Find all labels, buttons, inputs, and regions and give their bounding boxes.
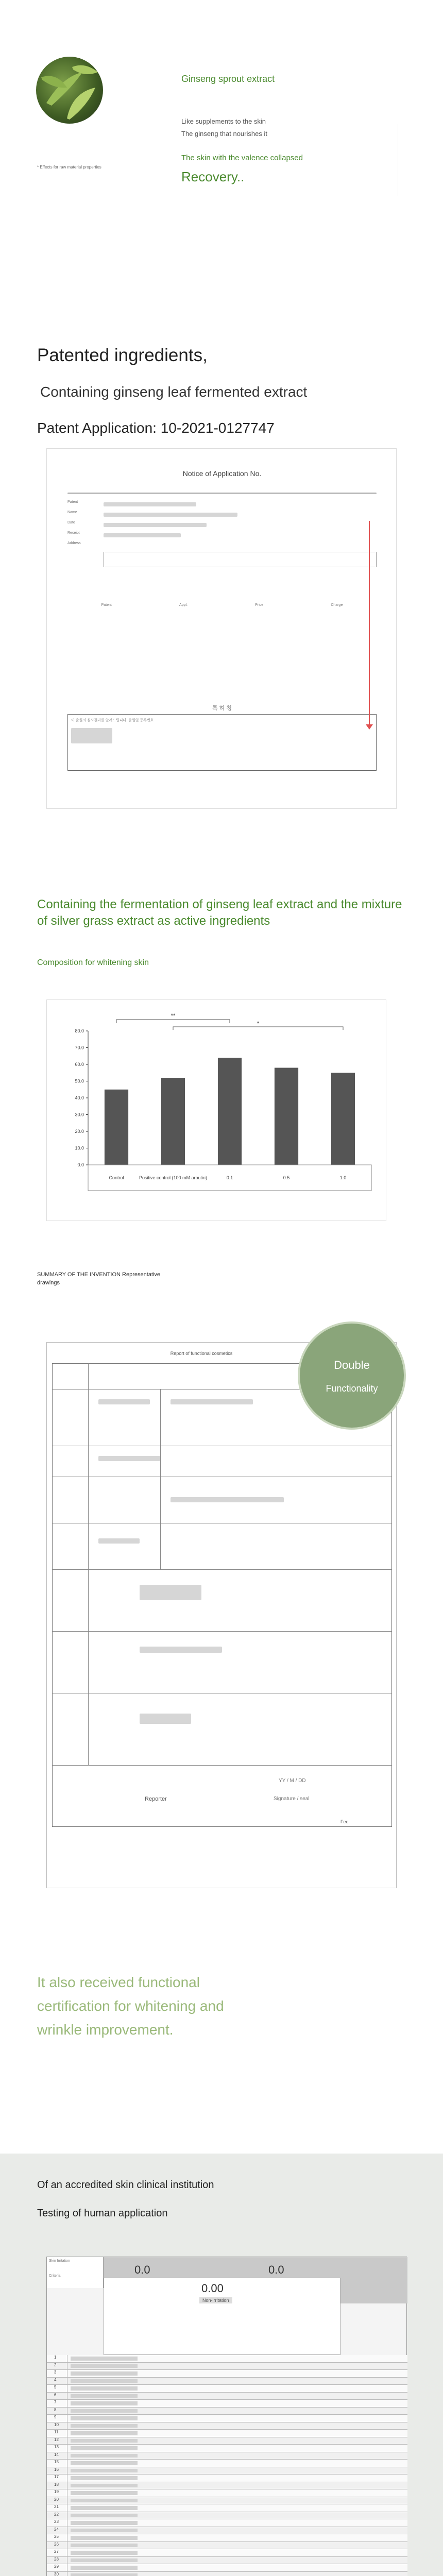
- row-number: 6: [47, 2393, 67, 2400]
- row-redacted: [71, 2371, 138, 2376]
- row-number: 28: [47, 2557, 67, 2564]
- table-row: [47, 2460, 407, 2467]
- chart-x-label: 0.5: [283, 1175, 290, 1180]
- table-row: [47, 2363, 407, 2370]
- patent-application: Patent Application: 10-2021-0127747: [37, 420, 275, 436]
- chart-x-label: Control: [109, 1175, 124, 1180]
- table-row: [47, 2415, 407, 2422]
- table-row: [47, 2385, 407, 2393]
- chart-significance-label: **: [171, 1013, 176, 1019]
- row-number: 18: [47, 2482, 67, 2489]
- badge-line1: Double: [334, 1359, 370, 1371]
- clinical-section: [0, 2154, 443, 2576]
- row-number: 19: [47, 2489, 67, 2497]
- table-row: [47, 2519, 407, 2527]
- row-redacted: [71, 2379, 138, 2383]
- cert-redacted: [171, 1399, 253, 1404]
- row-redacted: [71, 2506, 138, 2510]
- patent-col-1: Appl.: [179, 603, 188, 607]
- chart-x-label: Positive control (100 mM arbutin): [139, 1175, 208, 1180]
- patent-heading: Patented ingredients,: [37, 345, 208, 365]
- patent-notice-redact: [71, 728, 112, 743]
- chart-bar: [218, 1058, 242, 1165]
- clinical-val-b: 0.0: [268, 2263, 284, 2276]
- patent-field-0: Patent: [67, 500, 78, 504]
- table-row: [47, 2445, 407, 2452]
- cert-redacted: [171, 1497, 284, 1502]
- chart-y-tick-label: 40.0: [75, 1095, 84, 1100]
- patent-redacted-4: [104, 533, 181, 537]
- patent-field-1: Name: [67, 511, 77, 514]
- row-redacted: [71, 2416, 138, 2420]
- row-redacted: [71, 2424, 138, 2428]
- chart-y-tick-label: 10.0: [75, 1145, 84, 1151]
- certificate-grid: [52, 1363, 392, 1827]
- patent-doc-seal: 특 허 청: [212, 705, 232, 711]
- row-number: 2: [47, 2363, 67, 2370]
- row-number: 9: [47, 2415, 67, 2422]
- chart-y-tick-label: 60.0: [75, 1062, 84, 1067]
- row-redacted: [71, 2364, 138, 2368]
- patent-document: [46, 448, 397, 809]
- chart-bar: [331, 1073, 355, 1165]
- chart-y-tick-label: 20.0: [75, 1129, 84, 1134]
- chart-significance-bracket: [173, 1027, 343, 1030]
- leaf-icon: [36, 57, 103, 124]
- row-redacted: [71, 2446, 138, 2450]
- cert-line: [52, 1765, 392, 1766]
- table-row: [47, 2370, 407, 2378]
- table-row: [47, 2527, 407, 2535]
- row-number: 26: [47, 2542, 67, 2549]
- chart-y-tick-label: 70.0: [75, 1045, 84, 1050]
- table-row: [47, 2572, 407, 2576]
- table-row: [47, 2355, 407, 2363]
- chart-y-tick-label: 50.0: [75, 1078, 84, 1084]
- row-number: 25: [47, 2534, 67, 2541]
- summary-text: SUMMARY OF THE INVENTION Representative: [37, 1272, 161, 1278]
- patent-col-0: Patent: [101, 603, 112, 607]
- table-row: [47, 2497, 407, 2505]
- row-redacted: [71, 2566, 138, 2570]
- table-row: [47, 2408, 407, 2415]
- cert-line: [88, 1363, 89, 1765]
- row-number: 24: [47, 2527, 67, 2534]
- clinical-rows: [47, 2355, 407, 2576]
- patent-redacted-3: [104, 523, 207, 527]
- row-number: 7: [47, 2400, 67, 2407]
- patent-doc-box: [104, 552, 377, 567]
- table-row: [47, 2542, 407, 2550]
- row-number: 5: [47, 2385, 67, 2392]
- row-number: 12: [47, 2437, 67, 2445]
- row-number: 15: [47, 2460, 67, 2467]
- cert-footer-right: Fee: [340, 1819, 349, 1824]
- row-number: 14: [47, 2452, 67, 2460]
- clinical-val-a: 0.0: [134, 2263, 150, 2276]
- functional-text2: certification for whitening and: [37, 1998, 224, 2014]
- row-redacted: [71, 2521, 138, 2525]
- row-redacted: [71, 2386, 138, 2391]
- cert-redacted: [140, 1647, 222, 1653]
- chart-svg: [47, 1000, 387, 1222]
- row-number: 29: [47, 2564, 67, 2571]
- cert-redacted: [98, 1456, 160, 1461]
- row-redacted: [71, 2536, 138, 2540]
- table-row: [47, 2489, 407, 2497]
- patent-field-3: Receipt: [67, 531, 80, 535]
- certificate-title: Report of functional cosmetics: [170, 1351, 233, 1356]
- clinical-table: [46, 2257, 407, 2576]
- table-row: [47, 2475, 407, 2482]
- chart-bar: [161, 1078, 185, 1165]
- row-number: 17: [47, 2475, 67, 2482]
- ginseng-photo: [36, 57, 103, 124]
- row-number: 13: [47, 2445, 67, 2452]
- table-row: [47, 2393, 407, 2400]
- row-redacted: [71, 2469, 138, 2473]
- row-redacted: [71, 2476, 138, 2480]
- row-number: 22: [47, 2512, 67, 2519]
- cert-redacted: [140, 1585, 201, 1600]
- cert-footer-left: Reporter: [145, 1796, 167, 1802]
- table-row: [47, 2534, 407, 2542]
- row-redacted: [71, 2484, 138, 2488]
- chart-bar: [105, 1090, 128, 1165]
- table-row: [47, 2467, 407, 2475]
- intro-line4: Recovery..: [181, 169, 245, 184]
- patent-doc-bar: [67, 493, 377, 494]
- table-row: [47, 2512, 407, 2520]
- clinical-header-left2: Criteria: [49, 2274, 61, 2278]
- cert-line: [160, 1389, 161, 1569]
- table-row: [47, 2564, 407, 2572]
- composition-sub: Composition for whitening skin: [37, 958, 149, 967]
- clinical-val-c: 0.00: [201, 2282, 224, 2295]
- row-redacted: [71, 2401, 138, 2405]
- chart-significance-label: *: [257, 1021, 260, 1027]
- table-row: [47, 2422, 407, 2430]
- cert-redacted: [140, 1714, 191, 1724]
- row-redacted: [71, 2499, 138, 2503]
- patent-red-arrow-line: [369, 521, 370, 727]
- patent-doc-notice-box: [67, 714, 377, 771]
- table-row: [47, 2504, 407, 2512]
- intro-line2: The ginseng that nourishes it: [181, 130, 267, 138]
- patent-doc-notice: 이 출원의 심사결과를 알려드립니다. 출원일 등록번호: [71, 719, 154, 722]
- row-number: 8: [47, 2408, 67, 2415]
- chart-significance-bracket: [116, 1020, 230, 1023]
- intro-footnote: * Effects for raw material properties: [37, 165, 101, 170]
- clinical-header-left: [47, 2257, 104, 2288]
- intro-line1: Like supplements to the skin: [181, 117, 266, 125]
- clinical-header-left1: Skin Irritation: [49, 2259, 70, 2263]
- summary-sub: drawings: [37, 1280, 60, 1286]
- row-number: 20: [47, 2497, 67, 2504]
- intro-line3: The skin with the valence collapsed: [181, 154, 303, 162]
- row-redacted: [71, 2529, 138, 2533]
- table-row: [47, 2400, 407, 2408]
- table-row: [47, 2437, 407, 2445]
- badge-line2: Functionality: [326, 1383, 378, 1394]
- chart-y-tick-label: 80.0: [75, 1028, 84, 1033]
- chart-bar: [275, 1068, 298, 1165]
- patent-doc-cols: [67, 603, 377, 607]
- functional-text1: It also received functional: [37, 1974, 200, 1990]
- row-redacted: [71, 2558, 138, 2563]
- patent-doc-title: Notice of Application No.: [182, 469, 262, 478]
- clinical-sub: Testing of human application: [37, 2208, 168, 2219]
- cert-line: [52, 1569, 392, 1570]
- intro-title: Ginseng sprout extract: [181, 74, 275, 84]
- row-redacted: [71, 2431, 138, 2435]
- double-functionality-badge: [298, 1321, 406, 1430]
- row-number: 21: [47, 2504, 67, 2512]
- patent-col-3: Charge: [331, 603, 343, 607]
- row-number: 16: [47, 2467, 67, 2475]
- patent-redacted-1: [104, 502, 196, 506]
- row-redacted: [71, 2357, 138, 2361]
- arrow-down-icon: [366, 724, 373, 730]
- cert-line: [52, 1631, 392, 1632]
- patent-field-2: Date: [67, 521, 75, 524]
- row-number: 1: [47, 2355, 67, 2362]
- row-redacted: [71, 2461, 138, 2465]
- patent-subheading: Containing ginseng leaf fermented extract: [40, 384, 308, 400]
- row-number: 30: [47, 2572, 67, 2576]
- composition-heading: Containing the fermentation of ginseng leaf extract and the mixture of silver grass extract as active ingredients: [37, 897, 402, 928]
- cert-footer-date: YY / M / DD: [279, 1778, 306, 1784]
- row-redacted: [71, 2514, 138, 2518]
- row-redacted: [71, 2573, 138, 2576]
- table-row: [47, 2482, 407, 2490]
- patent-redacted-2: [104, 513, 237, 517]
- whitening-chart: [46, 999, 386, 1221]
- chart-x-label: 1.0: [339, 1175, 347, 1180]
- row-number: 4: [47, 2378, 67, 2385]
- row-redacted: [71, 2544, 138, 2548]
- clinical-title: Of an accredited skin clinical institution: [37, 2179, 214, 2191]
- table-row: [47, 2549, 407, 2557]
- chart-y-tick-label: 30.0: [75, 1112, 84, 1117]
- row-redacted: [71, 2409, 138, 2413]
- row-number: 10: [47, 2422, 67, 2430]
- row-number: 11: [47, 2430, 67, 2437]
- patent-col-2: Price: [255, 603, 264, 607]
- patent-field-4: Address: [67, 541, 81, 545]
- row-redacted: [71, 2394, 138, 2398]
- cert-redacted: [98, 1538, 140, 1544]
- table-row: [47, 2378, 407, 2385]
- row-redacted: [71, 2454, 138, 2458]
- functional-text3: wrinkle improvement.: [37, 2022, 174, 2038]
- chart-x-label: 0.1: [226, 1175, 233, 1180]
- clinical-val-c-label: Non-irritation: [199, 2297, 232, 2303]
- row-redacted: [71, 2491, 138, 2495]
- table-row: [47, 2557, 407, 2565]
- table-row: [47, 2430, 407, 2437]
- chart-y-tick-label: 0.0: [77, 1162, 84, 1167]
- row-redacted: [71, 2439, 138, 2443]
- row-number: 3: [47, 2370, 67, 2377]
- row-number: 23: [47, 2519, 67, 2527]
- cert-footer-mid: Signature / seal: [274, 1796, 310, 1802]
- cert-redacted: [98, 1399, 150, 1404]
- row-redacted: [71, 2551, 138, 2555]
- row-number: 27: [47, 2549, 67, 2556]
- table-row: [47, 2452, 407, 2460]
